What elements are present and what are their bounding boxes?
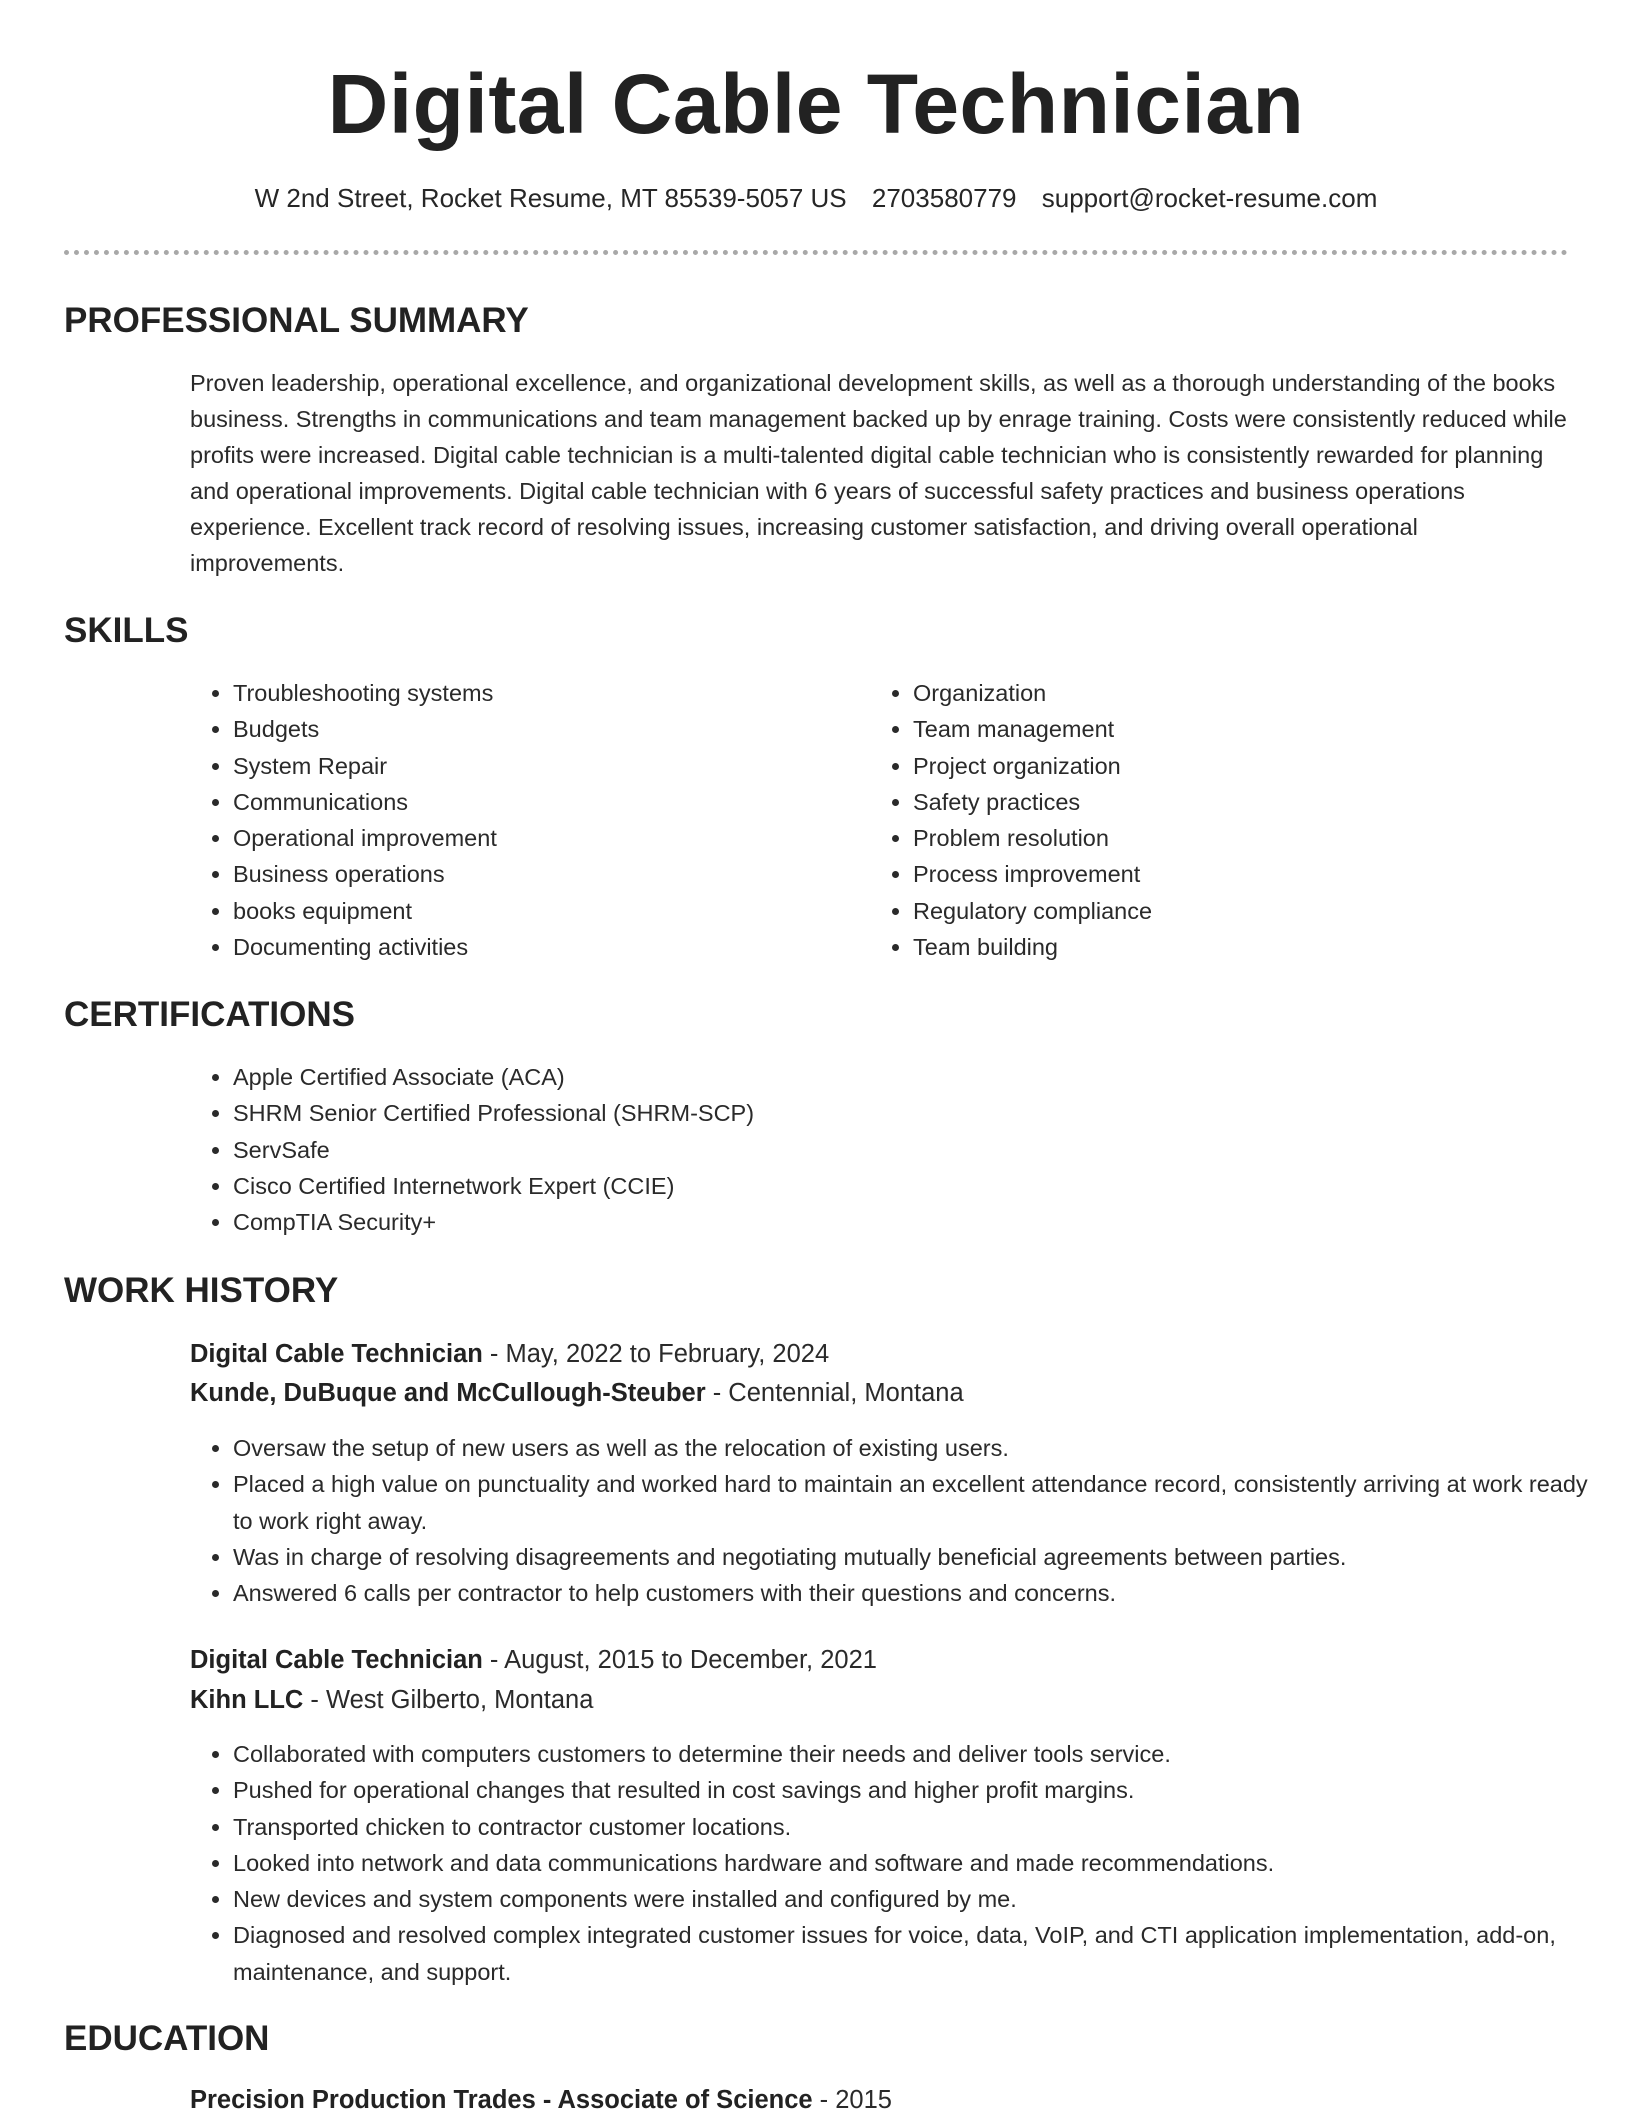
- list-item: • Collaborated with computers customers to determine their needs and deliver tools service.: [233, 1736, 1613, 1772]
- job-bullets: [190, 1736, 1613, 1990]
- header-divider: [64, 250, 1568, 255]
- list-item: • Troubleshooting systems: [233, 675, 833, 711]
- contact-line: [0, 180, 1632, 216]
- job-company: Kihn LLC: [190, 1686, 304, 1714]
- education-line: [190, 2082, 892, 2118]
- skills-list-left: [190, 675, 833, 965]
- list-item: • Project organization: [913, 748, 1513, 784]
- list-item: • SHRM Senior Certified Professional (SHRM-SCP): [233, 1095, 1533, 1131]
- skills-heading: SKILLS: [64, 611, 189, 650]
- list-item: • Looked into network and data communications hardware and software and made recommendations.: [233, 1845, 1613, 1881]
- job-title-line: [190, 1336, 829, 1372]
- job-dates: - May, 2022 to February, 2024: [482, 1340, 830, 1368]
- list-item: • Answered 6 calls per contractor to help customers with their questions and concerns.: [233, 1575, 1613, 1611]
- list-item: • Placed a high value on punctuality and worked hard to maintain an excellent attendance record, consistently arriving at work ready to work right away.: [233, 1466, 1613, 1539]
- job-location: - Centennial, Montana: [705, 1379, 964, 1407]
- candidate-name: Digital Cable Technician: [327, 57, 1305, 151]
- list-item: • Apple Certified Associate (ACA): [233, 1059, 1533, 1095]
- job-company-line: [190, 1682, 593, 1718]
- skills-list-right: [870, 675, 1513, 965]
- list-item: • Team building: [913, 929, 1513, 965]
- list-item: • Safety practices: [913, 784, 1513, 820]
- job-role: Digital Cable Technician: [190, 1340, 483, 1368]
- list-item: • New devices and system components were installed and configured by me.: [233, 1881, 1613, 1917]
- contact-address: W 2nd Street, Rocket Resume, MT 85539-5057 US: [254, 183, 847, 213]
- list-item: • Communications: [233, 784, 833, 820]
- list-item: • Operational improvement: [233, 820, 833, 856]
- work-history-heading: WORK HISTORY: [64, 1271, 339, 1310]
- job-location: - West Gilberto, Montana: [303, 1686, 594, 1714]
- list-item: • Process improvement: [913, 856, 1513, 892]
- job-company: Kunde, DuBuque and McCullough-Steuber: [190, 1379, 706, 1407]
- job-company-line: [190, 1375, 964, 1411]
- list-item: • Was in charge of resolving disagreements and negotiating mutually beneficial agreements between parties.: [233, 1539, 1613, 1575]
- list-item: • Organization: [913, 675, 1513, 711]
- summary-text: Proven leadership, operational excellence, and organizational development skills, as well as a thorough understanding of the books business. Strengths in communications and team management backed up by enrage training. Costs were consistently reduced while profits were increased. Digital cable technician is a multi-talented digital cable technician who is consistently rewarded for planning and operational improvements. Digital cable technician with 6 years of successful safety practices and business operations experience. Excellent track record of resolving issues, increasing customer satisfaction, and driving overall operational improvements.: [190, 370, 1567, 576]
- list-item: • Documenting activities: [233, 929, 833, 965]
- list-item: • Cisco Certified Internetwork Expert (CCIE): [233, 1168, 1533, 1204]
- list-item: • Budgets: [233, 711, 833, 747]
- education-degree: Precision Production Trades - Associate of Science: [190, 2086, 813, 2114]
- job-dates: - August, 2015 to December, 2021: [482, 1646, 877, 1674]
- contact-email: support@rocket-resume.com: [1041, 183, 1378, 213]
- list-item: • Problem resolution: [913, 820, 1513, 856]
- education-year: - 2015: [812, 2086, 892, 2114]
- list-item: • CompTIA Security+: [233, 1204, 1533, 1240]
- job-bullets: [190, 1430, 1613, 1611]
- list-item: • Regulatory compliance: [913, 893, 1513, 929]
- summary-heading: PROFESSIONAL SUMMARY: [64, 301, 529, 340]
- list-item: • Transported chicken to contractor customer locations.: [233, 1809, 1613, 1845]
- certifications-list: [190, 1059, 1533, 1240]
- education-heading: EDUCATION: [64, 2019, 270, 2058]
- list-item: • Pushed for operational changes that resulted in cost savings and higher profit margins.: [233, 1772, 1613, 1808]
- list-item: • Business operations: [233, 856, 833, 892]
- list-item: • Diagnosed and resolved complex integrated customer issues for voice, data, VoIP, and CTI application implementation, add-on, maintenance, and support.: [233, 1917, 1613, 1990]
- job-role: Digital Cable Technician: [190, 1646, 483, 1674]
- contact-phone: 2703580779: [871, 183, 1017, 213]
- list-item: • ServSafe: [233, 1132, 1533, 1168]
- list-item: • Oversaw the setup of new users as well as the relocation of existing users.: [233, 1430, 1613, 1466]
- job-title-line: [190, 1642, 877, 1678]
- list-item: • Team management: [913, 711, 1513, 747]
- list-item: • books equipment: [233, 893, 833, 929]
- certifications-heading: CERTIFICATIONS: [64, 995, 356, 1034]
- list-item: • System Repair: [233, 748, 833, 784]
